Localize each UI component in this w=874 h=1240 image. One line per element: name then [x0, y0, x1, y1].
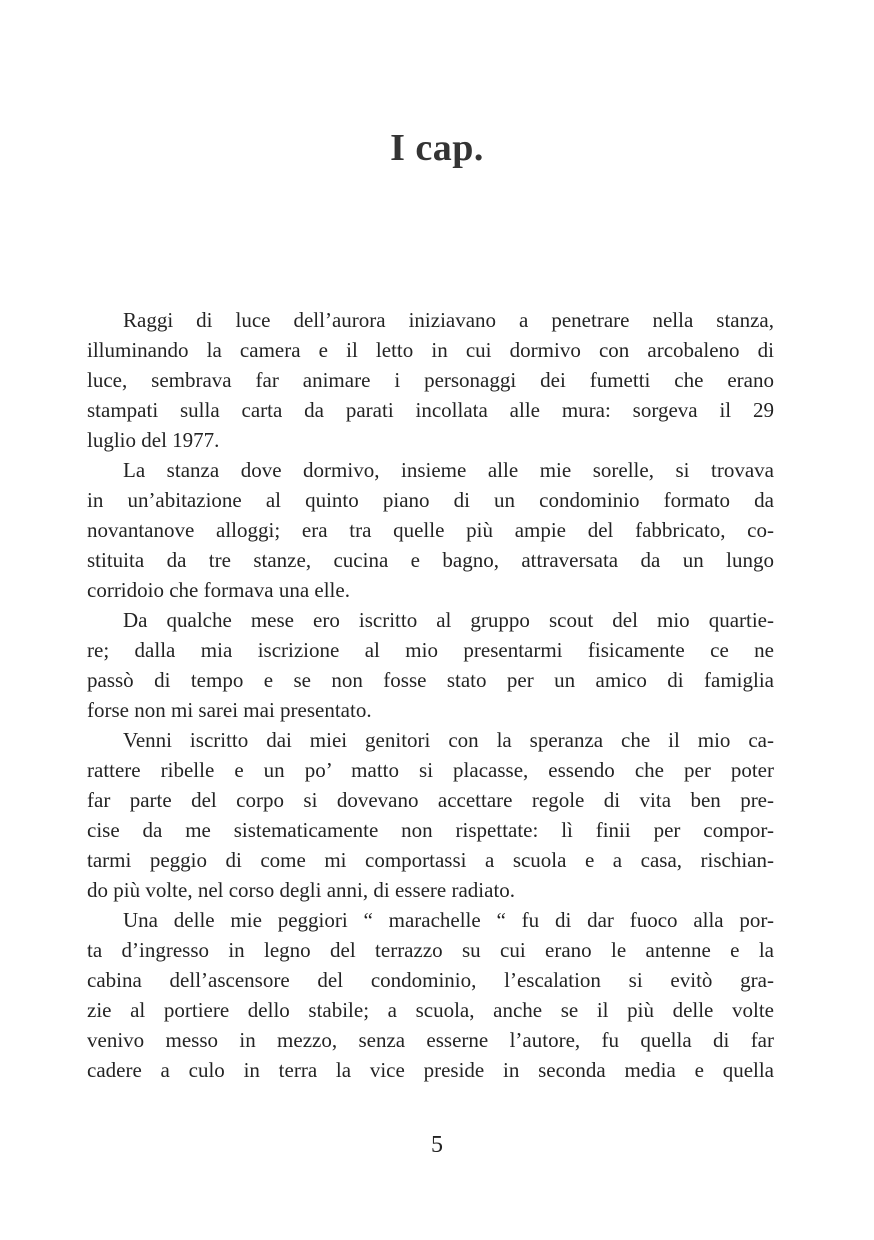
text-body — [87, 305, 774, 1085]
text-line: in un’abitazione al quinto piano di un condominio formato da — [87, 488, 774, 512]
text-line: forse non mi sarei mai presentato. — [87, 698, 372, 722]
text-paragraph — [87, 905, 774, 1085]
text-line: ta d’ingresso in legno del terrazzo su cui erano le antenne e la — [87, 938, 774, 962]
text-line: La stanza dove dormivo, insieme alle mie sorelle, si trovava — [123, 458, 774, 482]
text-line: cabina dell’ascensore del condominio, l’escalation si evitò gra- — [87, 968, 774, 992]
text-line: tarmi peggio di come mi comportassi a scuola e a casa, rischian- — [87, 848, 774, 872]
text-line: cadere a culo in terra la vice preside in seconda media e quella — [87, 1058, 774, 1082]
chapter-heading: I cap. — [390, 127, 484, 169]
text-line: stituita da tre stanze, cucina e bagno, attraversata da un lungo — [87, 548, 774, 572]
text-line: Raggi di luce dell’aurora iniziavano a penetrare nella stanza, — [123, 308, 774, 332]
text-line: Venni iscritto dai miei genitori con la speranza che il mio ca- — [123, 728, 774, 752]
text-line: rattere ribelle e un po’ matto si placasse, essendo che per poter — [87, 758, 774, 782]
text-paragraph — [87, 305, 774, 455]
text-line: Una delle mie peggiori “ marachelle “ fu di dar fuoco alla por- — [123, 908, 774, 932]
text-line: luglio del 1977. — [87, 428, 220, 452]
text-line: luce, sembrava far animare i personaggi dei fumetti che erano — [87, 368, 774, 392]
text-line: far parte del corpo si dovevano accettare regole di vita ben pre- — [87, 788, 774, 812]
text-line: do più volte, nel corso degli anni, di essere radiato. — [87, 878, 516, 902]
page-number: 5 — [431, 1132, 443, 1158]
text-paragraph — [87, 725, 774, 905]
text-line: corridoio che formava una elle. — [87, 578, 350, 602]
text-line: cise da me sistematicamente non rispettate: lì finii per compor- — [87, 818, 774, 842]
text-line: re; dalla mia iscrizione al mio presentarmi fisicamente ce ne — [87, 638, 774, 662]
text-line: venivo messo in mezzo, senza esserne l’autore, fu quella di far — [87, 1028, 774, 1052]
text-line: passò di tempo e se non fosse stato per un amico di famiglia — [87, 668, 774, 692]
text-line: zie al portiere dello stabile; a scuola, anche se il più delle volte — [87, 998, 774, 1022]
text-paragraph — [87, 455, 774, 605]
text-line: Da qualche mese ero iscritto al gruppo scout del mio quartie- — [123, 608, 774, 632]
text-paragraph — [87, 605, 774, 725]
text-line: illuminando la camera e il letto in cui dormivo con arcobaleno di — [87, 338, 774, 362]
text-line: novantanove alloggi; era tra quelle più ampie del fabbricato, co- — [87, 518, 774, 542]
text-line: stampati sulla carta da parati incollata alle mura: sorgeva il 29 — [87, 398, 774, 422]
